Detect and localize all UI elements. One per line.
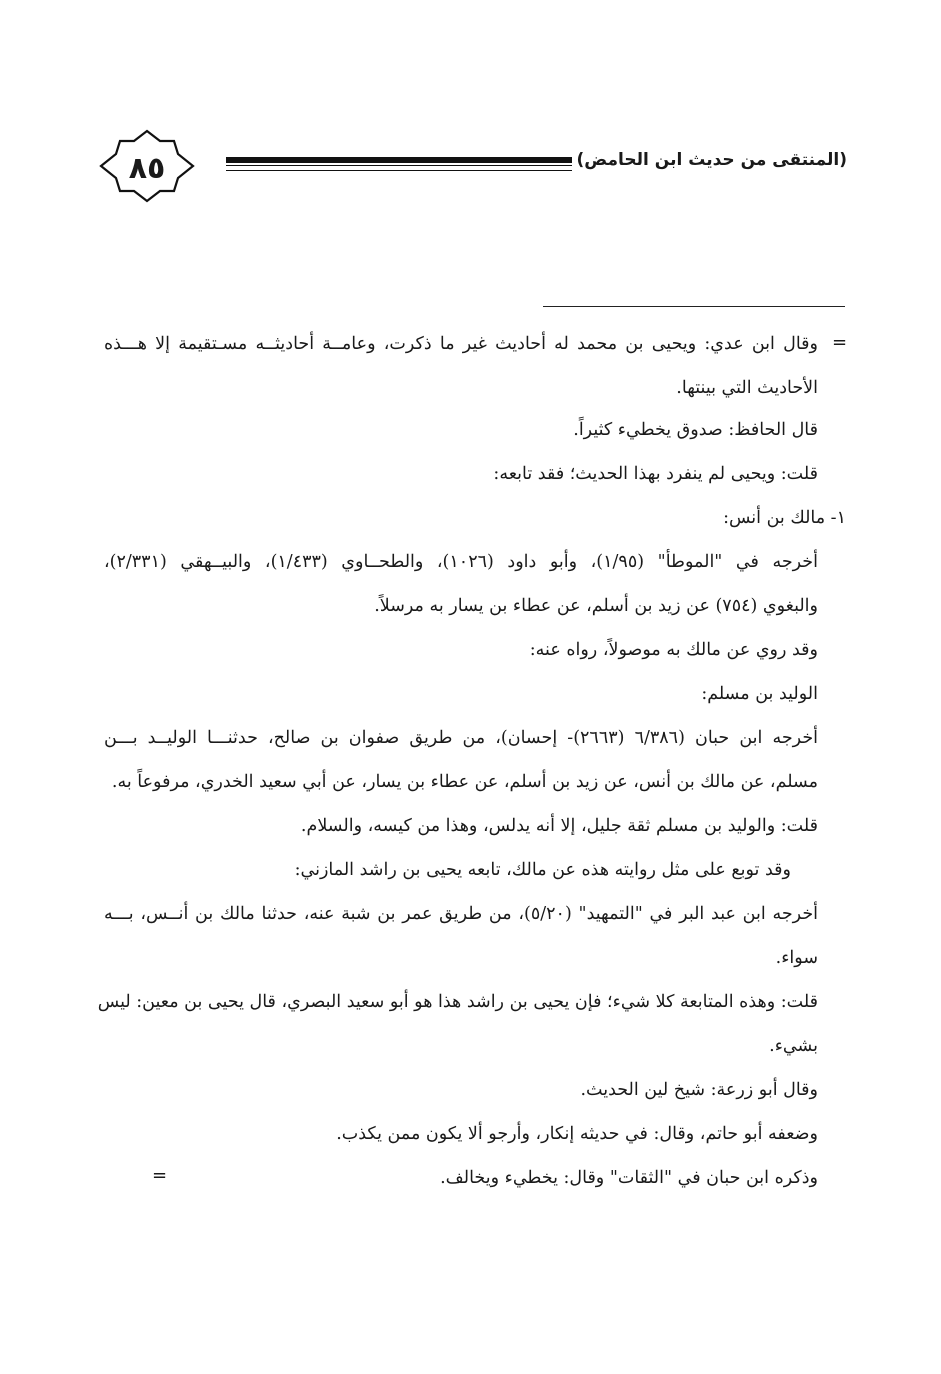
text-line: قلت: ويحيى لم ينفرد بهذا الحديث؛ فقد تابعه:	[493, 464, 818, 484]
text-line: بشيء.	[769, 1036, 818, 1056]
text-line: ١- مالك بن أنس:	[723, 508, 846, 528]
text-line: أخرجه ابن حبان (٦/٣٨٦ (٢٦٦٣)- إحسان)، من طريق صفوان بن صالح، حدثنـــا الوليــد بـــن	[104, 728, 819, 748]
continuation-mark-end: =	[152, 1165, 168, 1186]
text-line: قلت: والوليد بن مسلم ثقة جليل، إلا أنه يدلس، وهذا من كيسه، والسلام.	[300, 816, 818, 836]
text-line: قلت: وهذه المتابعة كلا شيء؛ فإن يحيى بن راشد هذا هو أبو سعيد البصري، قال يحيى بن معين: ليس	[97, 992, 818, 1012]
continuation-mark-start: =	[832, 332, 848, 353]
text-line: وضعفه أبو حاتم، وقال: في حديثه إنكار، وأرجو ألا يكون ممن يكذب.	[336, 1124, 818, 1144]
text-line: وقد روي عن مالك به موصولاً، رواه عنه:	[529, 640, 818, 660]
page-number: ٨٥	[128, 150, 166, 186]
text-line: وقال أبو زرعة: شيخ لين الحديث.	[580, 1080, 818, 1100]
text-line: أخرجه في "الموطأ" (١/٩٥)، وأبو داود (١٠٢٦)، والطحــاوي (١/٤٣٣)، والبيــهقي (٢/٣٣١)،	[104, 552, 818, 572]
text-line: سواء.	[775, 948, 818, 968]
book-title: (المنتقى من حديث ابن الحامض)	[576, 150, 847, 170]
text-line: الأحاديث التي بينتها.	[676, 378, 818, 398]
text-line: قال الحافظ: صدوق يخطيء كثيراً.	[573, 420, 818, 440]
text-line: الوليد بن مسلم:	[701, 684, 818, 704]
text-line: والبغوي (٧٥٤) عن زيد بن أسلم، عن عطاء بن يسار به مرسلاً.	[374, 596, 818, 616]
text-line: مسلم، عن مالك بن أنس، عن زيد بن أسلم، عن عطاء بن يسار، عن أبي سعيد الخدري، مرفوعاً به.	[111, 772, 818, 792]
text-line: وقال ابن عدي: ويحيى بن محمد له أحاديث غير ما ذكرت، وعامــة أحاديثــه مسـتقيمة إلا هـــذه	[104, 334, 818, 354]
text-line: وذكره ابن حبان في "الثقات" وقال: يخطيء ويخالف.	[440, 1168, 818, 1188]
text-line: وقد توبع على مثل روايته هذه عن مالك، تابعه يحيى بن راشد المازني:	[294, 860, 791, 880]
text-line: أخرجه ابن عبد البر في "التمهيد" (٥/٢٠)، من طريق عمر بن شبة عنه، حدثنا مالك بن أنــس، بـــه	[104, 904, 818, 924]
